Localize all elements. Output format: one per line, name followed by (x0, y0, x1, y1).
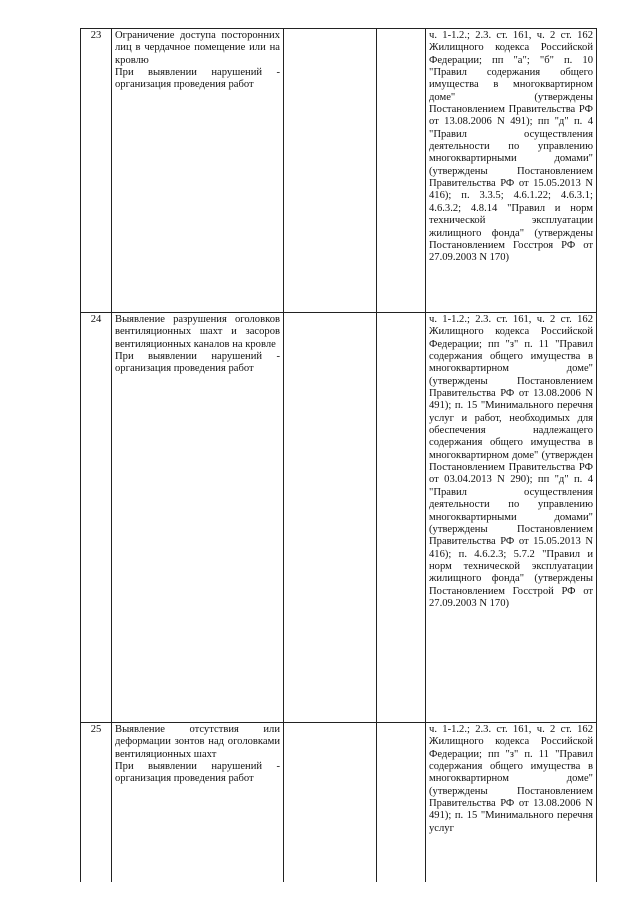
requirement-description-text: Выявление разрушения оголовков вентиляционных шахт и засоров вентиляционных каналов на кровле При выявлении нарушений - организация проведения работ (115, 314, 280, 375)
requirement-description-text: Ограничение доступа посторонних лиц в чердачное помещение или на кровлю При выявлении нарушений - организация проведения работ (115, 30, 280, 91)
answer-cell (284, 29, 377, 313)
requirement-description (112, 29, 284, 313)
requirement-description (112, 723, 284, 883)
answer-cell (284, 313, 377, 723)
row-number: 23 (81, 29, 112, 313)
table-row (81, 313, 597, 723)
requirement-description (112, 313, 284, 723)
table-row (81, 723, 597, 883)
answer-cell (284, 723, 377, 883)
legal-reference: ч. 1-1.2.; 2.3. ст. 161, ч. 2 ст. 162 Жилищного кодекса Российской Федерации; пп "з" п. 11 "Правил содержания общего имущества в многоквартирном доме" (утверждены Постановлением Правительства РФ от 13.08.2006 N 491); п. 15 "Минимального перечня услуг и работ, необходимых для обеспечения надлежащего содержания общего имущества в многоквартирном доме" (утвержден Постановлением Правительства РФ от 03.04.2013 N 290); пп "д" п. 4 "Правил осуществления деятельности по управлению многоквартирными домами" (утверждены Постановлением Правительства РФ от 15.05.2013 N 416); п. 4.6.2.3; 5.7.2 "Правил и норм технической эксплуатации жилищного фонда" (утверждены Постановлением Госстрой РФ от 27.09.2003 N 170) (426, 313, 597, 723)
note-cell (377, 723, 426, 883)
requirement-description-text: Выявление отсутствия или деформации зонтов над оголовками вентиляционных шахт При выявлении нарушений - организация проведения работ (115, 724, 280, 785)
table-row (81, 29, 597, 313)
requirements-table (80, 28, 597, 882)
legal-reference: ч. 1-1.2.; 2.3. ст. 161, ч. 2 ст. 162 Жилищного кодекса Российской Федерации; пп "з" п. 11 "Правил содержания общего имущества в многоквартирном доме" (утверждены Постановлением Правительства РФ от 13.08.2006 N 491); п. 15 "Минимального перечня услуг (426, 723, 597, 883)
note-cell (377, 29, 426, 313)
legal-reference: ч. 1-1.2.; 2.3. ст. 161, ч. 2 ст. 162 Жилищного кодекса Российской Федерации; пп "а"; "б" п. 10 "Правил содержания общего имущества в многоквартирном доме" (утверждены Постановлением Правительства РФ от 13.08.2006 N 491); пп "д" п. 4 "Правил осуществления деятельности по управлению многоквартирными домами" (утверждены Постановлением Правительства РФ от 15.05.2013 N 416); п. 3.3.5; 4.6.1.22; 4.6.3.1; 4.6.3.2; 4.8.14 "Правил и норм технической эксплуатации жилищного фонда" (утверждены Постановлением Госстроя РФ от 27.09.2003 N 170) (426, 29, 597, 313)
row-number: 24 (81, 313, 112, 723)
row-number: 25 (81, 723, 112, 883)
note-cell (377, 313, 426, 723)
